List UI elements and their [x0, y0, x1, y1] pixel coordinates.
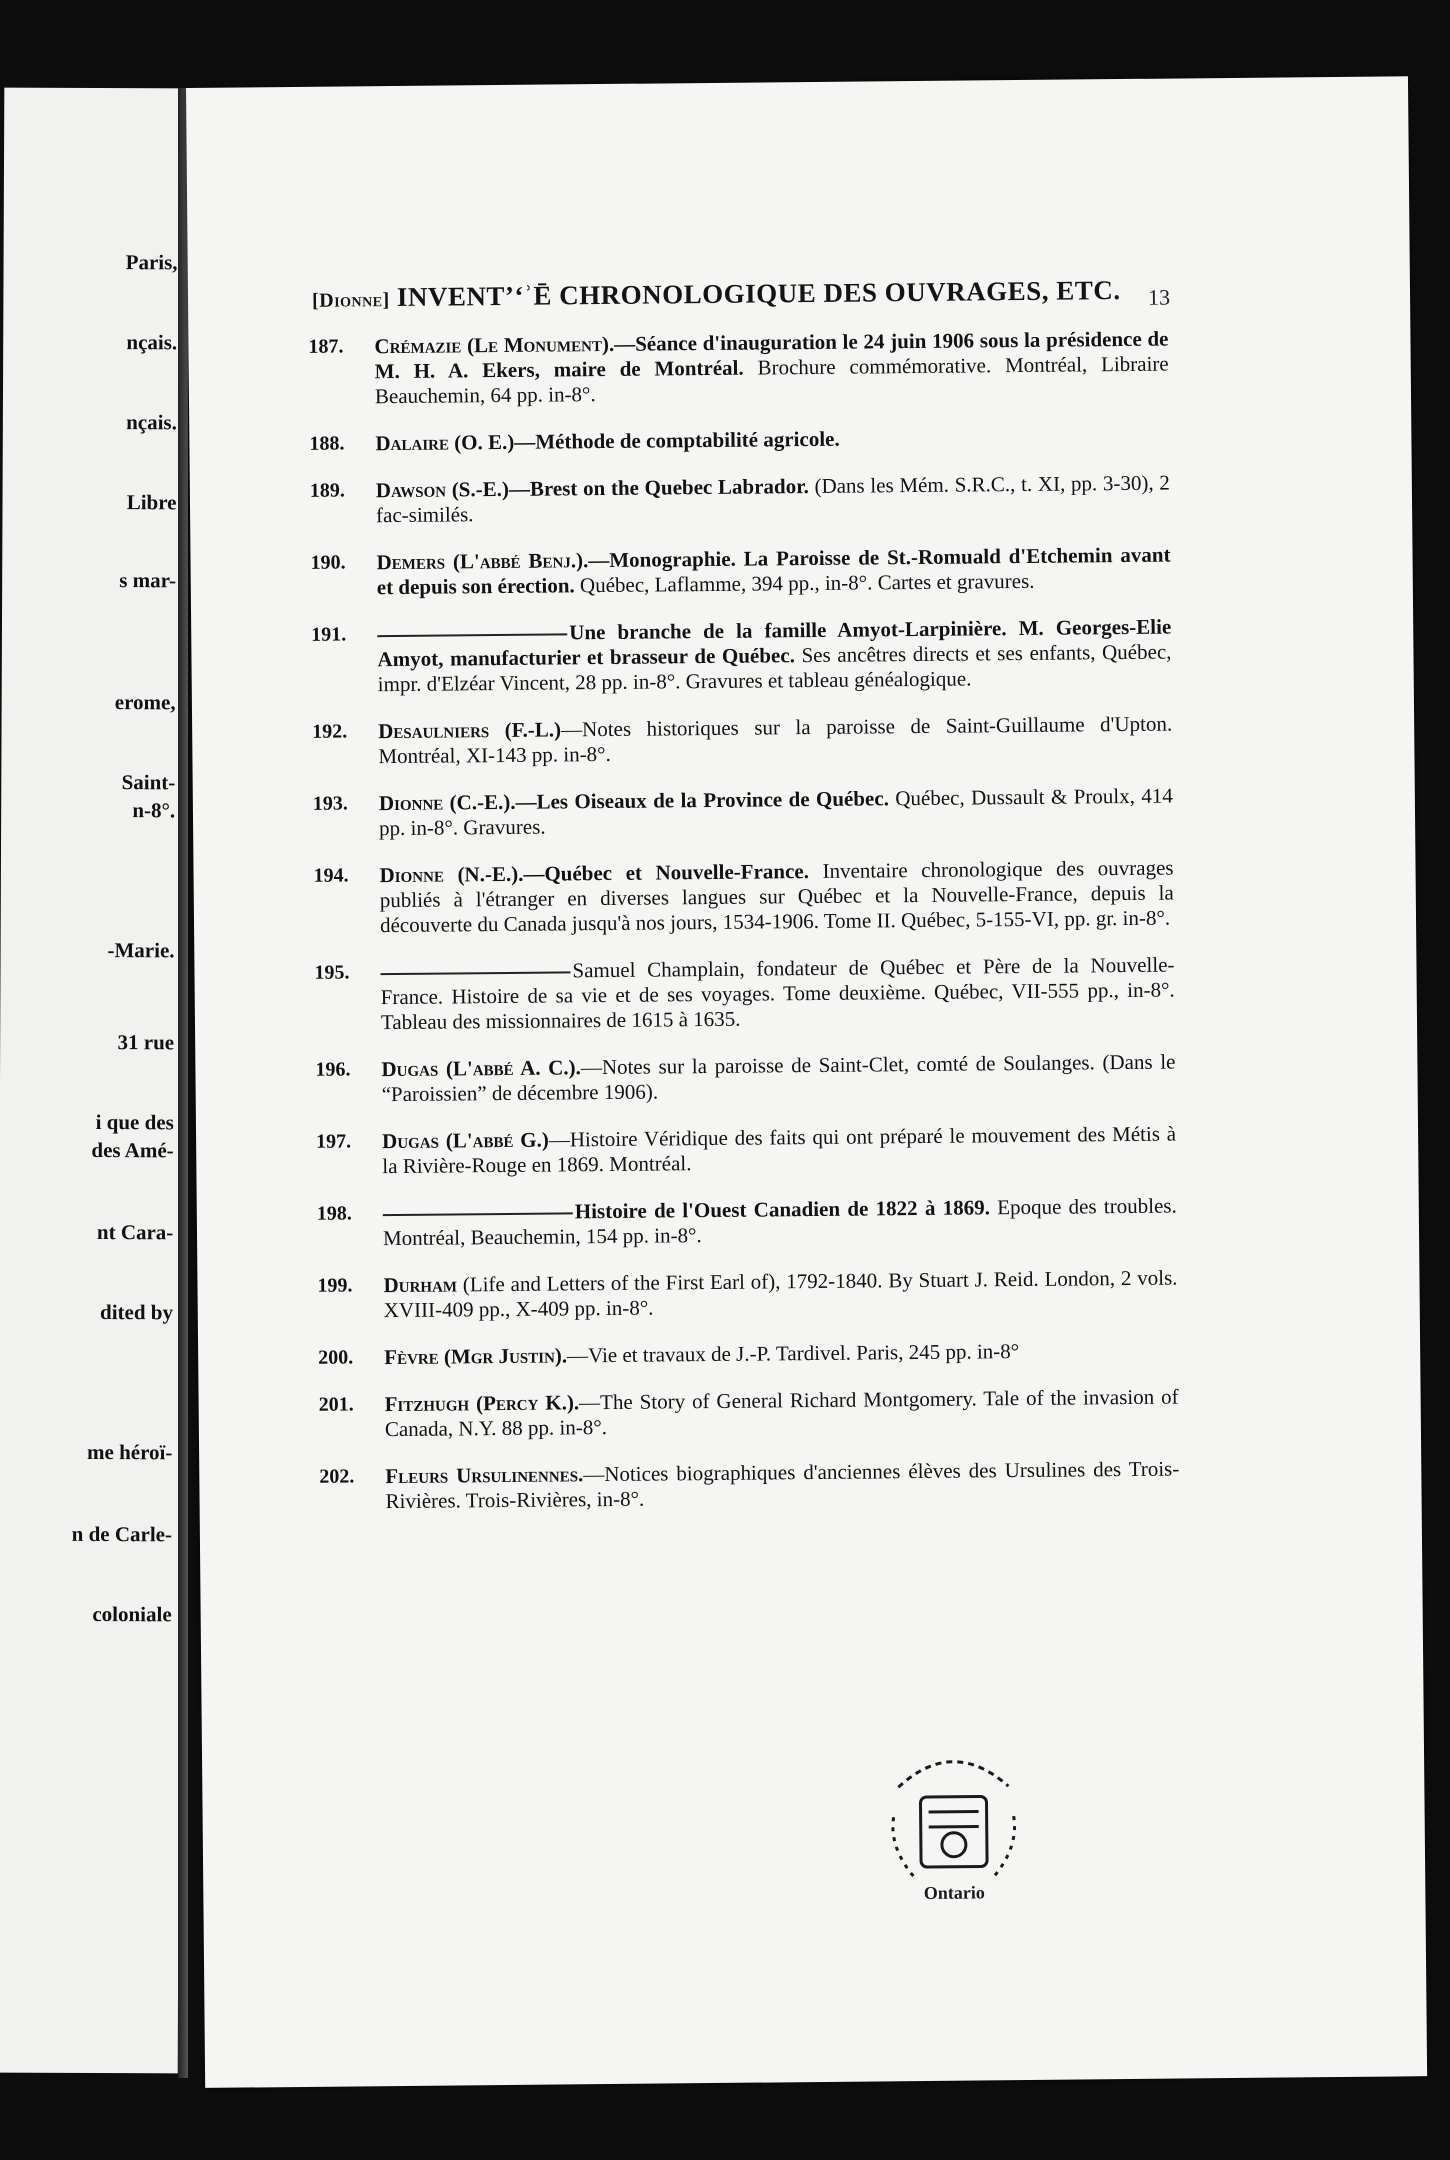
left-page-text-fragment: erome, — [114, 690, 176, 715]
entry-number: 196. — [315, 1058, 351, 1081]
entry-details: Inventaire chronologique des ouvrages publiés à l'étranger en diverses langues sur Québec et la Nouvelle-France, depuis la découverte du Canada jusqu'à nos jours, 1534-1906. Tome II. Québec, 5-155-VI, pp. gr. in-8°. — [379, 855, 1174, 938]
left-page-text-fragment: Libre — [126, 490, 177, 515]
entry-number: 193. — [312, 792, 348, 815]
left-page-text-fragment: -Marie. — [107, 938, 175, 963]
left-page-text-fragment: coloniale — [92, 1602, 172, 1627]
ditto-dash — [383, 1213, 573, 1217]
left-page-text-fragment: nt Cara- — [96, 1220, 174, 1245]
left-page-text-fragment: n de Carle- — [71, 1521, 173, 1547]
entry-details: Samuel Champlain, fondateur de Québec et Père de la Nouvelle-France. Histoire de sa vie et de ses voyages. Tome deuxième. Québec, VII-555 pp., in-8°. Tableau des missionnaires de 1615 à 1635. — [380, 952, 1175, 1035]
entry-details: Québec, Laflamme, 394 pp., in-8°. Cartes et gravures. — [574, 568, 1035, 598]
entry-details: —Histoire Véridique des faits qui ont préparé le mouvement des Métis à la Rivière-Rouge en 1869. Montréal. — [382, 1121, 1177, 1179]
bibliography-entry — [313, 856, 1174, 939]
entry-details: —Notes historiques sur la paroisse de Saint-Guillaume d'Upton. Montréal, XI-143 pp. in-8°. — [378, 711, 1173, 769]
entry-details: —The Story of General Richard Montgomery. Tale of the invasion of Canada, N.Y. 88 pp. in-8°. — [384, 1384, 1179, 1442]
gutter-shadow — [178, 88, 188, 2078]
entry-author: Dugas (L'abbé A. C.). — [381, 1055, 581, 1082]
bibliography-entry — [319, 1385, 1179, 1443]
entry-details: Epoque des troubles. Montréal, Beauchemin, 154 pp. in-8°. — [382, 1193, 1177, 1251]
left-page-text-fragment: me héroï- — [86, 1439, 173, 1465]
book-page — [186, 76, 1427, 2088]
entry-author: Demers (L'abbé Benj.). — [376, 548, 589, 575]
bibliography-entry — [316, 1122, 1176, 1180]
entry-author: Fitzhugh (Percy K.). — [384, 1390, 580, 1417]
entry-number: 195. — [314, 961, 350, 984]
entry-author: Fleurs Ursulinennes. — [385, 1462, 584, 1489]
entry-title: —Séance d'inauguration le 24 juin 1906 sous la présidence de M. H. A. Ekers, maire de Montréal. — [374, 326, 1169, 384]
left-page-text-fragment: Saint- — [121, 770, 176, 795]
entry-details: —Vie et travaux de J.-P. Tardivel. Paris, 245 pp. in-8° — [566, 1339, 1020, 1368]
left-page-text-fragment: dited by — [99, 1300, 174, 1325]
header-title: INVENT’‘ʾĒ CHRONOLOGIQUE DES OUVRAGES, ETC. — [396, 275, 1121, 312]
entry-details: —Notices biographiques d'anciennes élèves des Ursulines des Trois-Rivières. Trois-Rivières, in-8°. — [385, 1456, 1180, 1514]
entry-number: 202. — [319, 1465, 355, 1488]
entry-details: Ses ancêtres directs et ses enfants, Québec, impr. d'Elzéar Vincent, 28 pp. in-8°. Gravures et tableau généalogique. — [377, 639, 1172, 697]
entry-number: 200. — [318, 1346, 354, 1369]
entry-number: 187. — [308, 335, 344, 358]
left-page-text-fragment: Paris, — [125, 250, 178, 275]
left-page-text-fragment: s mar- — [119, 568, 177, 593]
entry-author: Dawson (S.-E.) — [375, 476, 510, 503]
entry-number: 197. — [316, 1130, 352, 1153]
entry-number: 189. — [309, 479, 345, 502]
ditto-dash — [377, 634, 567, 638]
left-page-text-fragment: 31 rue — [117, 1030, 175, 1055]
entry-title: —Les Oiseaux de la Province de Québec. — [515, 786, 889, 814]
bibliography-entry — [310, 471, 1170, 529]
running-header — [312, 275, 1172, 314]
entry-title: Une branche de la famille Amyot-Larpinière. M. Georges-Elie Amyot, manufacturier et brasseur de Québec. — [377, 614, 1172, 672]
entry-author: Dionne (N.-E.). — [379, 861, 524, 888]
left-page-text-fragment: des Amé- — [91, 1137, 174, 1163]
bibliography-entry — [311, 615, 1172, 698]
entry-title: —Monographie. La Paroisse de St.-Romuald d'Etchemin avant et depuis son érection. — [376, 542, 1171, 600]
entry-number: 190. — [310, 551, 346, 574]
entry-title: —Québec et Nouvelle-France. — [523, 859, 810, 886]
entry-number: 191. — [311, 623, 347, 646]
ditto-dash — [381, 972, 571, 976]
entry-details: (Dans les Mém. S.R.C., t. XI, pp. 3-30), 2 fac-similés. — [375, 470, 1170, 528]
entry-number: 192. — [312, 720, 348, 743]
header-tag: [Dionne] — [311, 289, 390, 312]
entry-number: 188. — [309, 432, 345, 455]
entry-title: Histoire de l'Ouest Canadien de 1822 à 1869. — [574, 1195, 991, 1224]
left-page-text-fragment: i que des — [95, 1110, 174, 1135]
entry-number: 199. — [317, 1274, 353, 1297]
entry-details: —Notes sur la paroisse de Saint-Clet, comté de Soulanges. (Dans le “Paroissien” de décembre 1906). — [381, 1049, 1176, 1107]
bibliography-entry — [308, 327, 1169, 410]
entry-author: Dionne (C.-E.). — [378, 789, 516, 816]
bibliography-entry — [315, 1050, 1175, 1108]
entry-number: 194. — [313, 864, 349, 887]
bibliography-entry — [310, 543, 1170, 601]
bibliography-entry — [314, 953, 1175, 1036]
bibliography-entry — [309, 424, 1169, 457]
left-page-text-fragment: nçais. — [126, 410, 177, 435]
entry-author: Crémazie (Le Monument). — [374, 331, 615, 359]
bibliography-entry — [318, 1338, 1178, 1371]
bibliography-entry — [312, 712, 1172, 770]
entry-title: —Brest on the Quebec Labrador. — [508, 474, 809, 501]
bibliography-entry — [319, 1457, 1179, 1515]
library-stamp — [858, 1726, 1050, 1918]
entry-title: —Méthode de comptabilité agricole. — [514, 426, 840, 454]
entry-details: Québec, Dussault & Proulx, 414 pp. in-8°. Gravures. — [378, 783, 1173, 841]
entry-list — [308, 327, 1179, 1537]
bibliography-entry — [313, 784, 1173, 842]
entry-number: 201. — [318, 1393, 354, 1416]
svg-text:Ontario: Ontario — [923, 1882, 985, 1903]
left-page-fragment — [0, 88, 189, 2074]
entry-details: (Life and Letters of the First Earl of), 1792-1840. By Stuart J. Reid. London, 2 vols. XVIII-409 pp., X-409 pp. in-8°. — [383, 1265, 1178, 1323]
bibliography-entry — [317, 1194, 1177, 1252]
entry-author: Durham — [383, 1272, 458, 1298]
entry-author: Dalaire (O. E.) — [375, 429, 515, 456]
left-page-text-fragment: nçais. — [126, 330, 178, 355]
entry-number: 198. — [316, 1202, 352, 1225]
bibliography-entry — [317, 1266, 1177, 1324]
page-number: 13 — [1147, 284, 1171, 310]
entry-author: Fèvre (Mgr Justin). — [384, 1343, 568, 1370]
left-page-text-fragment: n-8°. — [132, 798, 176, 823]
entry-details: Brochure commémorative. Montréal, Libraire Beauchemin, 64 pp. in-8°. — [374, 351, 1169, 409]
entry-author: Dugas (L'abbé G.) — [382, 1127, 549, 1154]
entry-author: Desaulniers (F.-L.) — [378, 717, 562, 744]
